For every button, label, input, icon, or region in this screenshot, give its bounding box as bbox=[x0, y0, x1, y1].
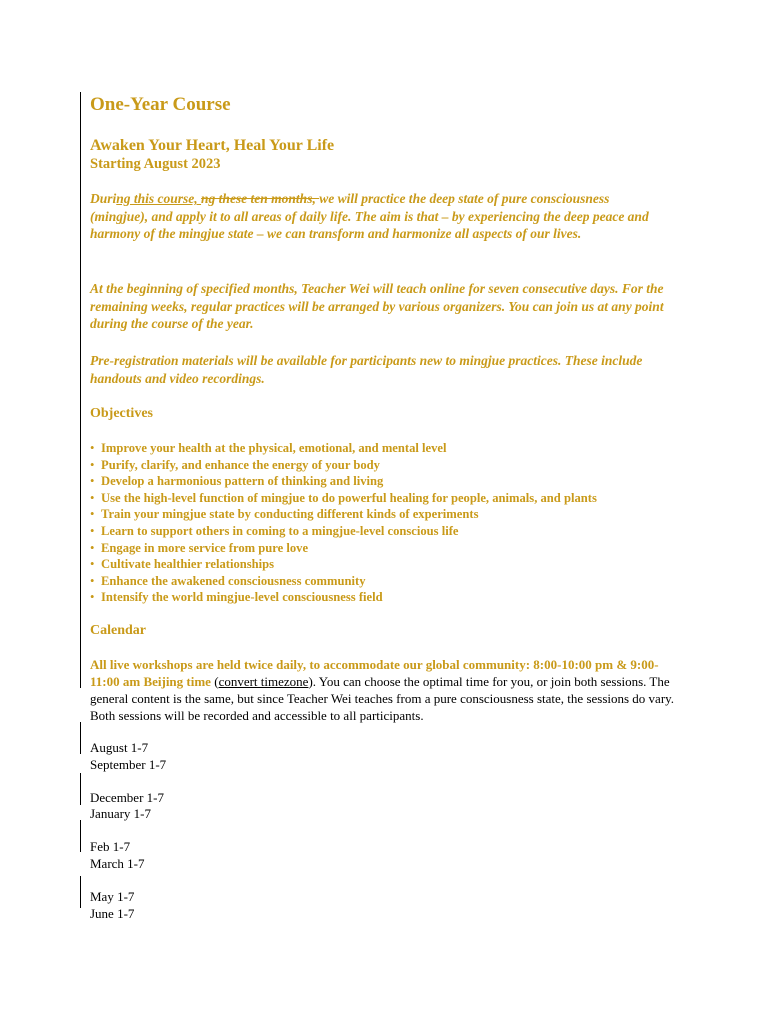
start-date: Starting August 2023 bbox=[90, 156, 221, 172]
list-item: • Use the high-level function of mingjue to do powerful healing for people, animals, and plants bbox=[90, 490, 597, 505]
list-item: • Develop a harmonious pattern of thinking and living bbox=[90, 474, 384, 489]
workshop-times-text: All live workshops are held twice daily, to accommodate our global community: 8:00-10:00 pm & 9:00-11:00 am Beijing time bbox=[90, 657, 659, 689]
schedule-paragraph: At the beginning of specified months, Teacher Wei will teach online for seven consecutive days. For the remaining weeks, regular practices will be arranged by various organizers. You can join us at any point during the course of the year. bbox=[90, 281, 664, 331]
revision-change-bar bbox=[80, 820, 81, 852]
list-item: • Cultivate healthier relationships bbox=[90, 557, 275, 572]
tracked-insertion: ng this course, bbox=[116, 191, 202, 206]
revision-change-bar bbox=[80, 773, 81, 805]
list-item: • Engage in more service from pure love bbox=[90, 540, 309, 555]
calendar-month: June 1-7 bbox=[90, 906, 135, 921]
intro-lead-text: Duri bbox=[90, 191, 117, 206]
list-item: • Enhance the awakened consciousness community bbox=[90, 573, 366, 588]
list-item: • Learn to support others in coming to a mingjue-level conscious life bbox=[90, 523, 459, 538]
calendar-month: January 1-7 bbox=[90, 806, 152, 821]
list-item: • Intensify the world mingjue-level consciousness field bbox=[90, 590, 383, 605]
bullet-icon: • bbox=[90, 523, 95, 538]
course-title: One-Year Course bbox=[90, 94, 231, 115]
convert-timezone-link[interactable]: convert timezone bbox=[218, 674, 309, 689]
bullet-icon: • bbox=[90, 573, 95, 588]
revision-change-bar bbox=[80, 722, 81, 754]
calendar-month: Feb 1-7 bbox=[90, 839, 131, 854]
bullet-icon: • bbox=[90, 441, 95, 455]
calendar-paragraph: All live workshops are held twice daily, to accommodate our global community: 8:00-10:00 pm & 9:00-11:00 am Beijing time (convert timezone). You can choose the optimal time for you, or join both sessions. The general content is the same, but since Teacher Wei teaches from a pure consciousness state, the sessions do vary. Both sessions will be recorded and accessible to all participants. bbox=[90, 657, 675, 723]
bullet-icon: • bbox=[90, 490, 95, 505]
list-item: • Purify, clarify, and enhance the energy of your body bbox=[90, 457, 380, 472]
calendar-month: December 1-7 bbox=[90, 790, 164, 805]
tracked-deletion: ng these ten months, bbox=[201, 191, 320, 206]
calendar-month: May 1-7 bbox=[90, 889, 135, 904]
objectives-heading: Objectives bbox=[90, 406, 153, 421]
list-item: • Improve your health at the physical, emotional, and mental level bbox=[90, 441, 447, 455]
calendar-heading: Calendar bbox=[90, 623, 146, 638]
intro-paragraph bbox=[90, 190, 670, 243]
calendar-month: September 1-7 bbox=[90, 757, 167, 772]
calendar-body-text: ). You can choose the optimal time for you, or join both sessions. The general content is the same, but since Teacher Wei teaches from a pure consciousness state, the sessions do vary. Both sessions will be recorded and accessible to all participants. bbox=[90, 674, 675, 723]
bullet-icon: • bbox=[90, 507, 95, 522]
revision-change-bar bbox=[80, 92, 81, 688]
course-subtitle: Awaken Your Heart, Heal Your Life bbox=[90, 137, 335, 154]
pre-registration-paragraph: Pre-registration materials will be available for participants new to mingjue practices. These include handouts and video recordings. bbox=[90, 353, 643, 386]
calendar-month: August 1-7 bbox=[90, 740, 149, 755]
bullet-icon: • bbox=[90, 474, 95, 489]
bullet-icon: • bbox=[90, 457, 95, 472]
bullet-icon: • bbox=[90, 540, 95, 555]
bullet-icon: • bbox=[90, 557, 95, 572]
objectives-list bbox=[90, 440, 670, 606]
revision-change-bar bbox=[80, 876, 81, 908]
list-item: • Train your mingjue state by conducting different kinds of experiments bbox=[90, 507, 479, 522]
intro-body-text: we will practice the deep state of pure consciousness (mingjue), and apply it to all areas of daily life. The aim is that – by experiencing the deep peace and harmony of the mingjue state – we can transform and harmonize all aspects of our lives. bbox=[90, 191, 649, 241]
bullet-icon: • bbox=[90, 590, 95, 605]
calendar-month: March 1-7 bbox=[90, 856, 145, 871]
